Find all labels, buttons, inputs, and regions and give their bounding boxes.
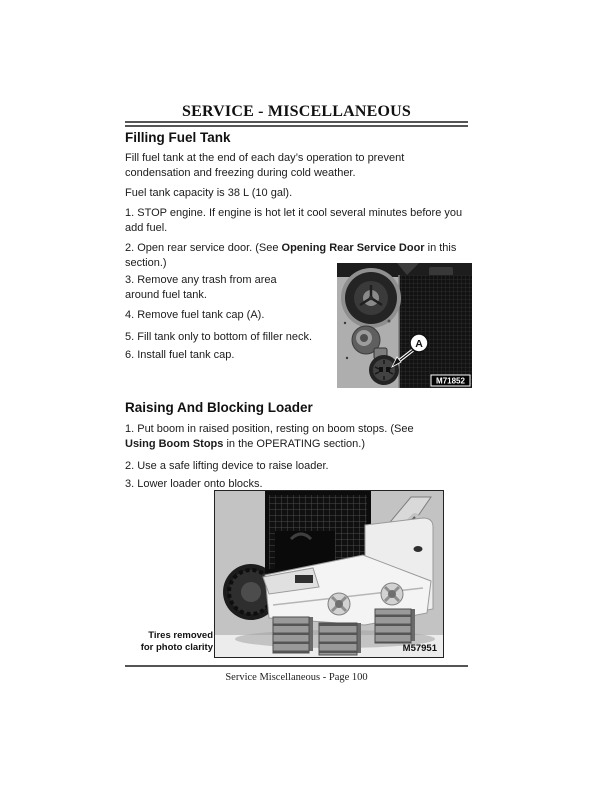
raise-step-1-cross-reference: Using Boom Stops	[125, 438, 224, 450]
block-stack-center	[319, 623, 361, 655]
section-heading-filling-fuel-tank: Filling Fuel Tank	[125, 130, 231, 145]
footer-rule	[125, 665, 468, 667]
step-2-text-suffix: in this section.)	[125, 242, 457, 269]
fuel-tank-cap	[369, 355, 399, 385]
photo-caption	[120, 630, 213, 653]
paragraph-fill-fuel-tank: Fill fuel tank at the end of each day’s operation to prevent condensation and freezing during cold weather.	[125, 152, 405, 179]
raise-step-1-prefix: 1. Put boom in raised position, resting on boom stops. (See	[125, 423, 414, 435]
step-1-boom-raised	[125, 422, 441, 452]
fuel-tank-photo	[337, 263, 472, 388]
step-5-fill-tank: 5. Fill tank only to bottom of filler neck.	[125, 331, 313, 343]
step-2-text-prefix: 2. Open rear service door. (See	[125, 242, 282, 254]
step-1-stop-engine: 1. STOP engine. If engine is hot let it cool several minutes before you add fuel.	[125, 207, 463, 234]
axle-hub-rear	[381, 583, 403, 605]
photo-id-label: M71852	[436, 376, 465, 386]
block-stack-left	[273, 617, 313, 653]
step-2-lifting-device: 2. Use a safe lifting device to raise loader.	[125, 460, 329, 472]
step-6-install-cap: 6. Install fuel tank cap.	[125, 349, 235, 361]
photo-id-label: M57951	[402, 643, 437, 654]
paragraph-fuel-capacity: Fuel tank capacity is 38 L (10 gal).	[125, 187, 293, 199]
callout-a-marker	[410, 334, 428, 352]
loader-photo-graphic	[215, 491, 443, 657]
title-double-rule	[125, 121, 468, 127]
section-heading-raising-blocking-loader: Raising And Blocking Loader	[125, 400, 313, 415]
step-3-lower-loader: 3. Lower loader onto blocks.	[125, 478, 263, 490]
loader-on-blocks-photo	[214, 490, 444, 658]
step-4-remove-cap: 4. Remove fuel tank cap (A).	[125, 309, 265, 321]
photo-caption-line-2: for photo clarity	[140, 641, 213, 653]
block-stack-right	[375, 609, 415, 643]
step-3-remove-trash: 3. Remove any trash from area around fuel tank.	[125, 274, 277, 301]
page-footer: Service Miscellaneous - Page 100	[225, 672, 368, 683]
raise-step-1-suffix: in the OPERATING section.)	[223, 438, 366, 450]
photo-id-badge	[431, 375, 470, 386]
photo-caption-line-1: Tires removed	[148, 630, 213, 641]
step-2-cross-reference: Opening Rear Service Door	[281, 242, 425, 254]
axle-hub-front	[328, 593, 350, 615]
callout-a-letter: A	[415, 337, 423, 350]
page-title: SERVICE - MISCELLANEOUS	[182, 103, 411, 120]
fuel-tank-photo-graphic	[337, 263, 472, 388]
radiator-screen	[399, 275, 472, 388]
air-cleaner	[341, 268, 401, 328]
